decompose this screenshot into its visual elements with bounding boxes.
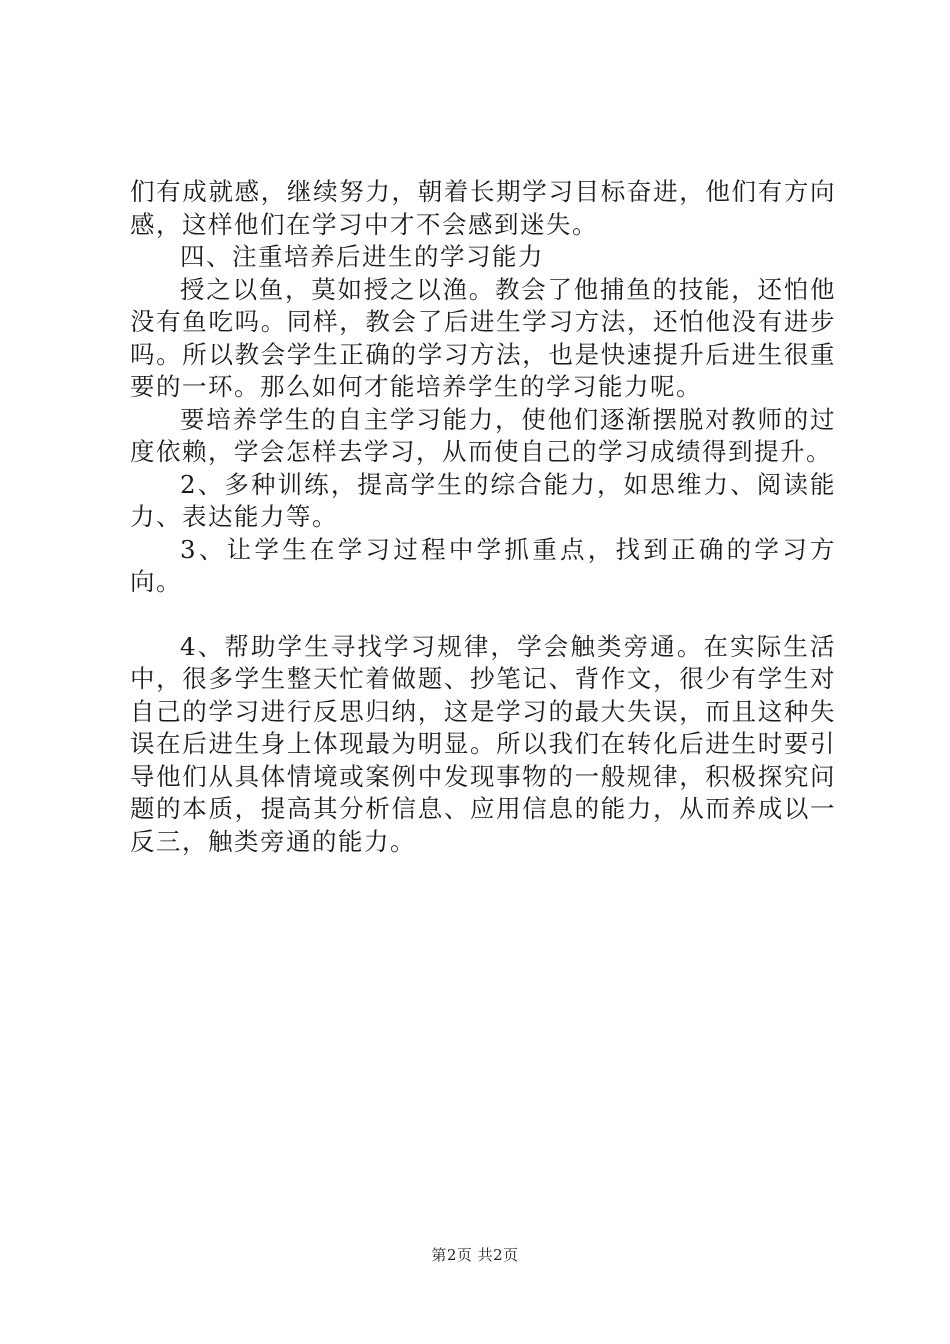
document-body	[130, 176, 836, 858]
list-item-3: 3、让学生在学习过程中学抓重点，找到正确的学习方向。	[130, 534, 836, 596]
page-footer: 第2页 共2页	[431, 1246, 519, 1264]
list-item-4: 4、帮助学生寻找学习规律，学会触类旁通。在实际生活中，很多学生整天忙着做题、抄笔记、背作文，很少有学生对自己的学习进行反思归纳，这是学习的最大失误，而且这种失误在后进生身上体现最为明显。所以我们在转化后进生时要引导他们从具体情境或案例中发现事物的一般规律，积极探究问题的本质，提高其分析信息、应用信息的能力，从而养成以一反三，触类旁通的能力。	[130, 631, 836, 856]
paragraph-teach-fishing: 授之以鱼，莫如授之以渔。教会了他捕鱼的技能，还怕他没有鱼吃吗。同样，教会了后进生学习方法，还怕他没有进步吗。所以教会学生正确的学习方法，也是快速提升后进生很重要的一环。那么如何才能培养学生的学习能力呢。	[130, 274, 836, 401]
list-item-2: 2、多种训练，提高学生的综合能力，如思维力、阅读能力、表达能力等。	[130, 469, 836, 531]
section-heading-four: 四、注重培养后进生的学习能力	[180, 242, 544, 271]
paragraph-self-learning: 要培养学生的自主学习能力，使他们逐渐摆脱对教师的过度依赖，学会怎样去学习，从而使自己的学习成绩得到提升。	[130, 404, 836, 466]
paragraph-continuation: 们有成就感，继续努力，朝着长期学习目标奋进，他们有方向感，这样他们在学习中才不会感到迷失。	[130, 177, 836, 239]
